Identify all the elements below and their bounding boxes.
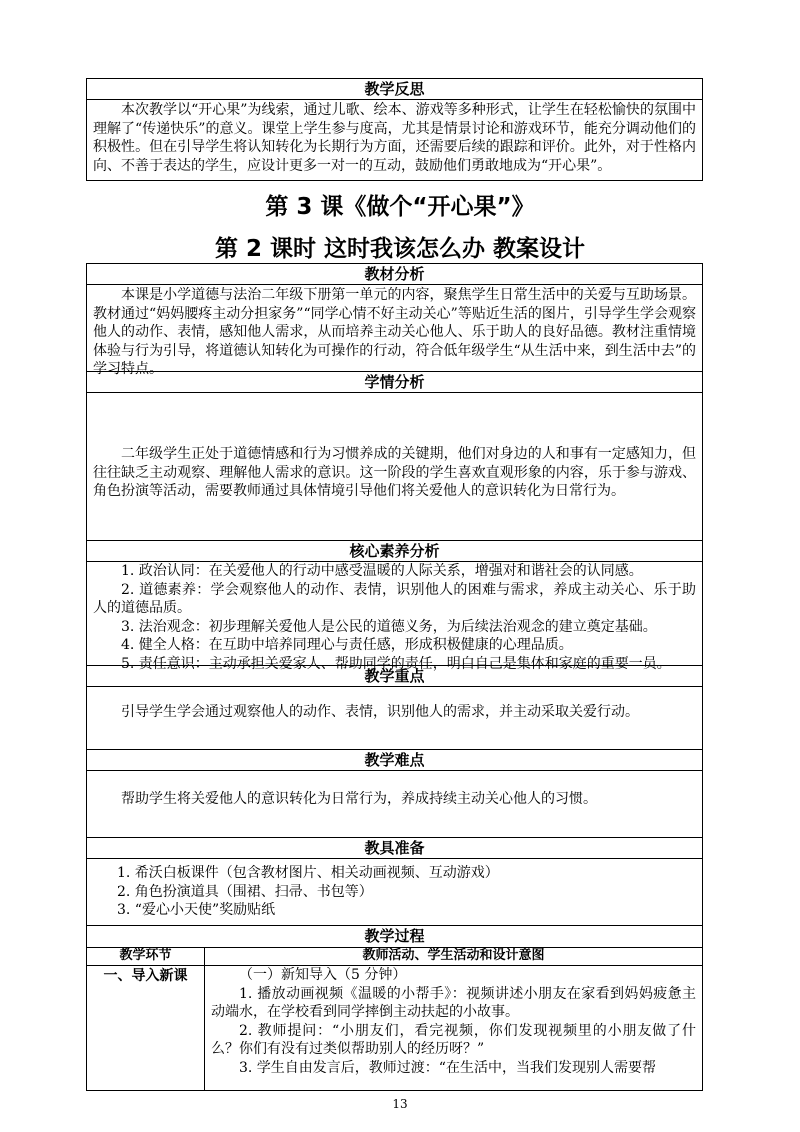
students-header: 学情分析: [87, 372, 702, 393]
tools-item: 1. 希沃白板课件（包含教材图片、相关动画视频、互动游戏）: [117, 865, 499, 881]
lesson-title: 第 3 课《做个“开心果”》: [265, 194, 535, 220]
process-header-row: [87, 926, 702, 948]
literacy-item: 5. 责任意识：主动承担关爱家人、帮助同学的责任，明白自己是集体和家庭的重要一员。: [121, 655, 671, 672]
key-point-header: 教学重点: [87, 666, 702, 687]
reflection-paragraph: 本次教学以“开心果”为线索，通过儿歌、绘本、游戏等多种形式，让学生在轻松愉快的氛围中理解了“传递快乐”的意义。课堂上学生参与度高，尤其是情景讨论和游戏环节，能充分调动他们的积极性。但在引导学生将认知转化为长期行为方面，还需要后续的跟踪和评价。此外，对于性格内向、不善于表达的学生，应设计更多一对一的互动，鼓励他们勇敢地成为“开心果”。: [93, 102, 696, 174]
tools-header: 教具准备: [87, 838, 702, 859]
material-header: 教材分析: [87, 264, 702, 285]
difficulty-paragraph: 帮助学生将关爱他人的意识转化为日常行为，养成持续主动关心他人的习惯。: [121, 791, 597, 807]
stage1-line: 3. 学生自由发言后，教师过渡：“在生活中，当我们发现别人需要帮: [239, 1059, 656, 1076]
period-title: 第 2 课时 这时我该怎么办 教案设计: [214, 236, 586, 262]
process-header: 教学过程: [364, 927, 425, 945]
material-paragraph: 本课是小学道德与法治二年级下册第一单元的内容，聚焦学生日常生活中的关爱与互助场景。教材通过“妈妈腰疼主动分担家务”“同学心情不好主动关心”等贴近生活的图片，引导学生学会观察他人的动作、表情，感知他人需求，从而培养主动关心他人、乐于助人的良好品德。教材注重情境体验与行为引导，将道德认知转化为可操作的行动，符合低年级学生“从生活中来，到生活中去”的学习特点。: [93, 287, 696, 377]
stage1-content: [205, 966, 702, 1077]
stage1-line: （一）新知导入（5 分钟）: [239, 967, 407, 983]
material-section: [87, 264, 702, 377]
key-point-section: [87, 666, 702, 750]
process-column-headers: [87, 948, 702, 966]
tools-list: [87, 864, 702, 920]
literacy-item: 4. 健全人格：在互助中培养同理心与责任感，形成积极健康的心理品质。: [121, 637, 573, 653]
literacy-section: [87, 541, 702, 672]
process-col2-header: 教师活动、学生活动和设计意图: [362, 948, 545, 963]
stage1-line: 2. 教师提问：“小朋友们，看完视频，你们发现视频里的小朋友做了什么？你们有没有过类似帮助别人的经历呀？”: [211, 1022, 696, 1057]
literacy-list: [87, 562, 702, 673]
stage1-label: 一、导入新课: [87, 966, 205, 1090]
literacy-item: 3. 法治观念：初步理解关爱他人是公民的道德义务，为后续法治观念的建立奠定基础。: [121, 618, 657, 635]
difficulty-header: 教学难点: [87, 750, 702, 771]
literacy-item: 2. 道德素养：学会观察他人的动作、表情，识别他人的困难与需求，养成主动关心、乐于助人的道德品质。: [93, 581, 696, 616]
key-point-paragraph: 引导学生学会通过观察他人的动作、表情，识别他人的需求，并主动采取关爱行动。: [121, 704, 639, 720]
page-number: 13: [392, 1097, 408, 1111]
stage1-line: 1. 播放动画视频《温暖的小帮手》：视频讲述小朋友在家看到妈妈疲惫主动端水，在学校看到同学摔倒主动扶起的小故事。: [211, 985, 696, 1020]
students-section: [87, 372, 702, 541]
process-stage1-row: [87, 966, 702, 1090]
tools-section: [87, 838, 702, 926]
tools-item: 3. “爱心小天使”奖励贴纸: [117, 902, 276, 918]
tools-item: 2. 角色扮演道具（围裙、扫帚、书包等）: [117, 883, 373, 900]
students-paragraph: 二年级学生正处于道德情感和行为习惯养成的关键期，他们对身边的人和事有一定感知力，但往往缺乏主动观察、理解他人需求的意识。这一阶段的学生喜欢直观形象的内容，乐于参与游戏、角色扮演等活动，需要教师通过具体情境引导他们将关爱他人的意识转化为日常行为。: [93, 446, 696, 499]
reflection-table: [86, 78, 703, 181]
literacy-item: 1. 政治认同：在关爱他人的行动中感受温暖的人际关系，增强对和谐社会的认同感。: [121, 563, 643, 579]
lesson-plan-table: [86, 263, 703, 1091]
literacy-header: 核心素养分析: [87, 541, 702, 562]
reflection-header: 教学反思: [87, 79, 702, 100]
process-col1-header: 教学环节: [87, 948, 205, 965]
difficulty-section: [87, 750, 702, 838]
